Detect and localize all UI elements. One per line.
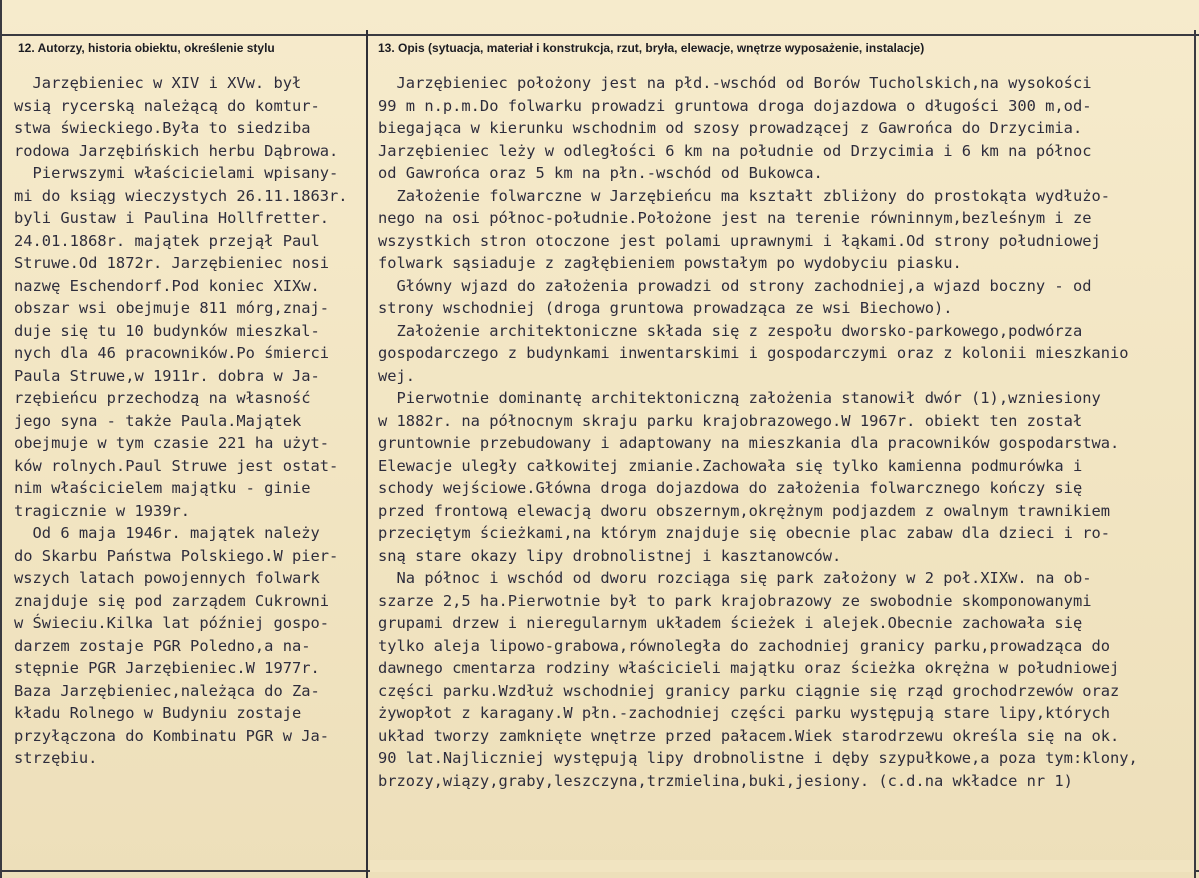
description-text-line: przeciętym ścieżkami,na którym znajduje się obecnie plac zabaw dla dzieci i ro- (378, 524, 1111, 542)
description-text-line: gruntownie przebudowany i adaptowany na mieszkania dla pracowników gospodarstwa. (378, 434, 1120, 452)
description-text-line: tylko aleja lipowo-grabowa,równoległa do zachodniej granicy parku,prowadząca do (378, 636, 1111, 655)
history-text-line: Struwe.Od 1872r. Jarzębieniec nosi (14, 254, 330, 272)
description-text-line: wszystkich stron otoczone jest polami uprawnymi i łąkami.Od strony południowej (378, 231, 1101, 250)
description-text-line: sną stare okazy lipy drobnolistnej i kasztanowców. (378, 546, 842, 565)
description-text-line: dawnego cmentarza rodziny właścicieli majątku oraz ścieżka okrężna w południowej (378, 659, 1120, 677)
description-text-line: gospodarczego z budynkami inwentarskimi i gospodarczymi oraz z kolonii mieszkanio (378, 344, 1129, 362)
history-text-line: kładu Rolnego w Budyniu zostaje (14, 704, 302, 722)
history-text-line: 24.01.1868r. majątek przejął Paul (14, 231, 320, 250)
description-text-line: biegająca w kierunku wschodnim od szosy prowadzącej z Gawrońca do Drzycimia. (378, 119, 1083, 137)
history-text-line: byli Gustaw i Paulina Hollfretter. (14, 209, 330, 227)
history-text-line: strzębiu. (14, 749, 98, 767)
history-text-line: Baza Jarzębieniec,należąca do Za- (14, 681, 320, 700)
description-text-line: od Gawrońca oraz 5 km na płn.-wschód od Bukowca. (378, 164, 823, 182)
description-text-line: grupami drzew i nieregularnym układem ścieżek i alejek.Obecnie zachowała się (378, 614, 1083, 632)
history-text-line: przyłączona do Kombinatu PGR w Ja- (14, 726, 330, 745)
section-13-header: 13. Opis (sytuacja, materiał i konstrukcja, rzut, bryła, elewacje, wnętrze wyposażenie, instalacje) (378, 41, 925, 55)
history-text-line: znajduje się pod zarządem Cukrowni (14, 591, 330, 610)
top-rule (0, 34, 1199, 36)
history-column (14, 72, 364, 770)
history-text-line: ków rolnych.Paul Struwe jest ostat- (14, 456, 339, 475)
history-text-line: stwa świeckiego.Była to siedziba (14, 119, 311, 137)
history-text-line: do Skarbu Państwa Polskiego.W pier- (14, 546, 339, 565)
description-text-line: Na północ i wschód od dworu rozciąga się park założony w 2 poł.XIXw. na ob- (378, 569, 1092, 587)
cropped-bottom-edge (370, 860, 1194, 872)
description-text-line: schody wejściowe.Główna droga dojazdowa do założenia folwarcznego kończy się (378, 479, 1083, 497)
history-text-line: w Świeciu.Kilka lat później gospo- (14, 614, 330, 632)
description-text-line: Założenie architektoniczne składa się z zespołu dworsko-parkowego,podwórza (378, 321, 1083, 340)
description-column (378, 72, 1194, 792)
history-text-line: wszych latach powojennych folwark (14, 569, 320, 587)
history-text-line: nazwę Eschendorf.Pod koniec XIXw. (14, 276, 320, 295)
description-text-line: układ tworzy zamknięte wnętrze przed pałacem.Wiek starodrzewu określa się na ok. (378, 726, 1120, 745)
history-text-line: tragicznie w 1939r. (14, 501, 191, 520)
history-text-line: wsią rycerską należącą do komtur- (14, 96, 320, 115)
description-text-line: Elewacje uległy całkowitej zmianie.Zachowała się tylko kamienna podmurówka i (378, 456, 1083, 475)
description-text-line: 99 m n.p.m.Do folwarku prowadzi gruntowa droga dojazdowa o długości 300 m,od- (378, 96, 1092, 115)
description-text-line: Jarzębieniec leży w odległości 6 km na południe od Drzycimia i 6 km na północ (378, 141, 1092, 160)
history-text-line: obszar wsi obejmuje 811 mórg,znaj- (14, 299, 330, 317)
description-text-line: szarze 2,5 ha.Pierwotnie był to park krajobrazowy ze swobodnie skomponowanymi (378, 591, 1092, 610)
description-text-line: nego na osi północ-południe.Położone jest na terenie równinnym,bezleśnym i ze (378, 209, 1092, 227)
description-text-line: Główny wjazd do założenia prowadzi od strony zachodniej,a wjazd boczny - od (378, 276, 1092, 295)
description-text-line: brzozy,wiązy,graby,leszczyna,trzmielina,buki,jesiony. (c.d.na wkładce nr 1) (378, 771, 1073, 790)
history-text-line: mi do ksiąg wieczystych 26.11.1863r. (14, 186, 348, 205)
right-border (1194, 30, 1196, 878)
history-text-line: rzębieńcu przechodzą na własność (14, 389, 311, 407)
description-text-line: Pierwotnie dominantę architektoniczną założenia stanowił dwór (1),wzniesiony (378, 389, 1101, 407)
description-text-line: w 1882r. na północnym skraju parku krajobrazowego.W 1967r. obiekt ten został (378, 411, 1083, 430)
history-text-line: nim właścicielem majątku - ginie (14, 479, 311, 497)
history-text-line: rodowa Jarzębińskich herbu Dąbrowa. (14, 141, 339, 160)
description-text-line: żywopłot z karagany.W płn.-zachodniej części parku występują stare lipy,których (378, 704, 1111, 722)
history-text-line: obejmuje w tym czasie 221 ha użyt- (14, 434, 330, 452)
history-text-line: stępnie PGR Jarzębieniec.W 1977r. (14, 659, 320, 677)
history-text-line: darzem zostaje PGR Poledno,a na- (14, 636, 311, 655)
description-text-line: przed frontową elewacją dworu obszernym,okrężnym podjazdem z owalnym trawnikiem (378, 501, 1111, 520)
history-text-line: Pierwszymi właścicielami wpisany- (14, 164, 339, 182)
description-text-line: 90 lat.Najliczniej występują lipy drobnolistne i dęby szypułkowe,a poza tym:klony, (378, 749, 1138, 767)
column-divider (366, 30, 368, 878)
history-text-line: nych dla 46 pracowników.Po śmierci (14, 344, 330, 362)
description-text-line: części parku.Wzdłuż wschodniej granicy parku ciągnie się rząd grochodrzewów oraz (378, 681, 1120, 700)
description-text-line: wej. (378, 366, 416, 385)
history-text-line: Od 6 maja 1946r. majątek należy (14, 524, 320, 542)
history-text-line: duje się tu 10 budynków mieszkal- (14, 321, 320, 340)
history-text-line: Paula Struwe,w 1911r. dobra w Ja- (14, 366, 320, 385)
description-text-line: strony wschodniej (droga gruntowa prowadząca ze wsi Biechowo). (378, 299, 953, 317)
section-12-header: 12. Autorzy, historia obiektu, określenie stylu (18, 41, 275, 55)
description-text-line: folwark sąsiaduje z zagłębieniem powstałym po wydobyciu piasku. (378, 254, 962, 272)
history-text-line: jego syna - także Paula.Majątek (14, 411, 302, 430)
left-border (0, 0, 2, 878)
description-text-line: Jarzębieniec położony jest na płd.-wschód od Borów Tucholskich,na wysokości (378, 74, 1092, 92)
description-text-line: Założenie folwarczne w Jarzębieńcu ma kształt zbliżony do prostokąta wydłużo- (378, 186, 1111, 205)
history-text-line: Jarzębieniec w XIV i XVw. był (14, 74, 302, 92)
